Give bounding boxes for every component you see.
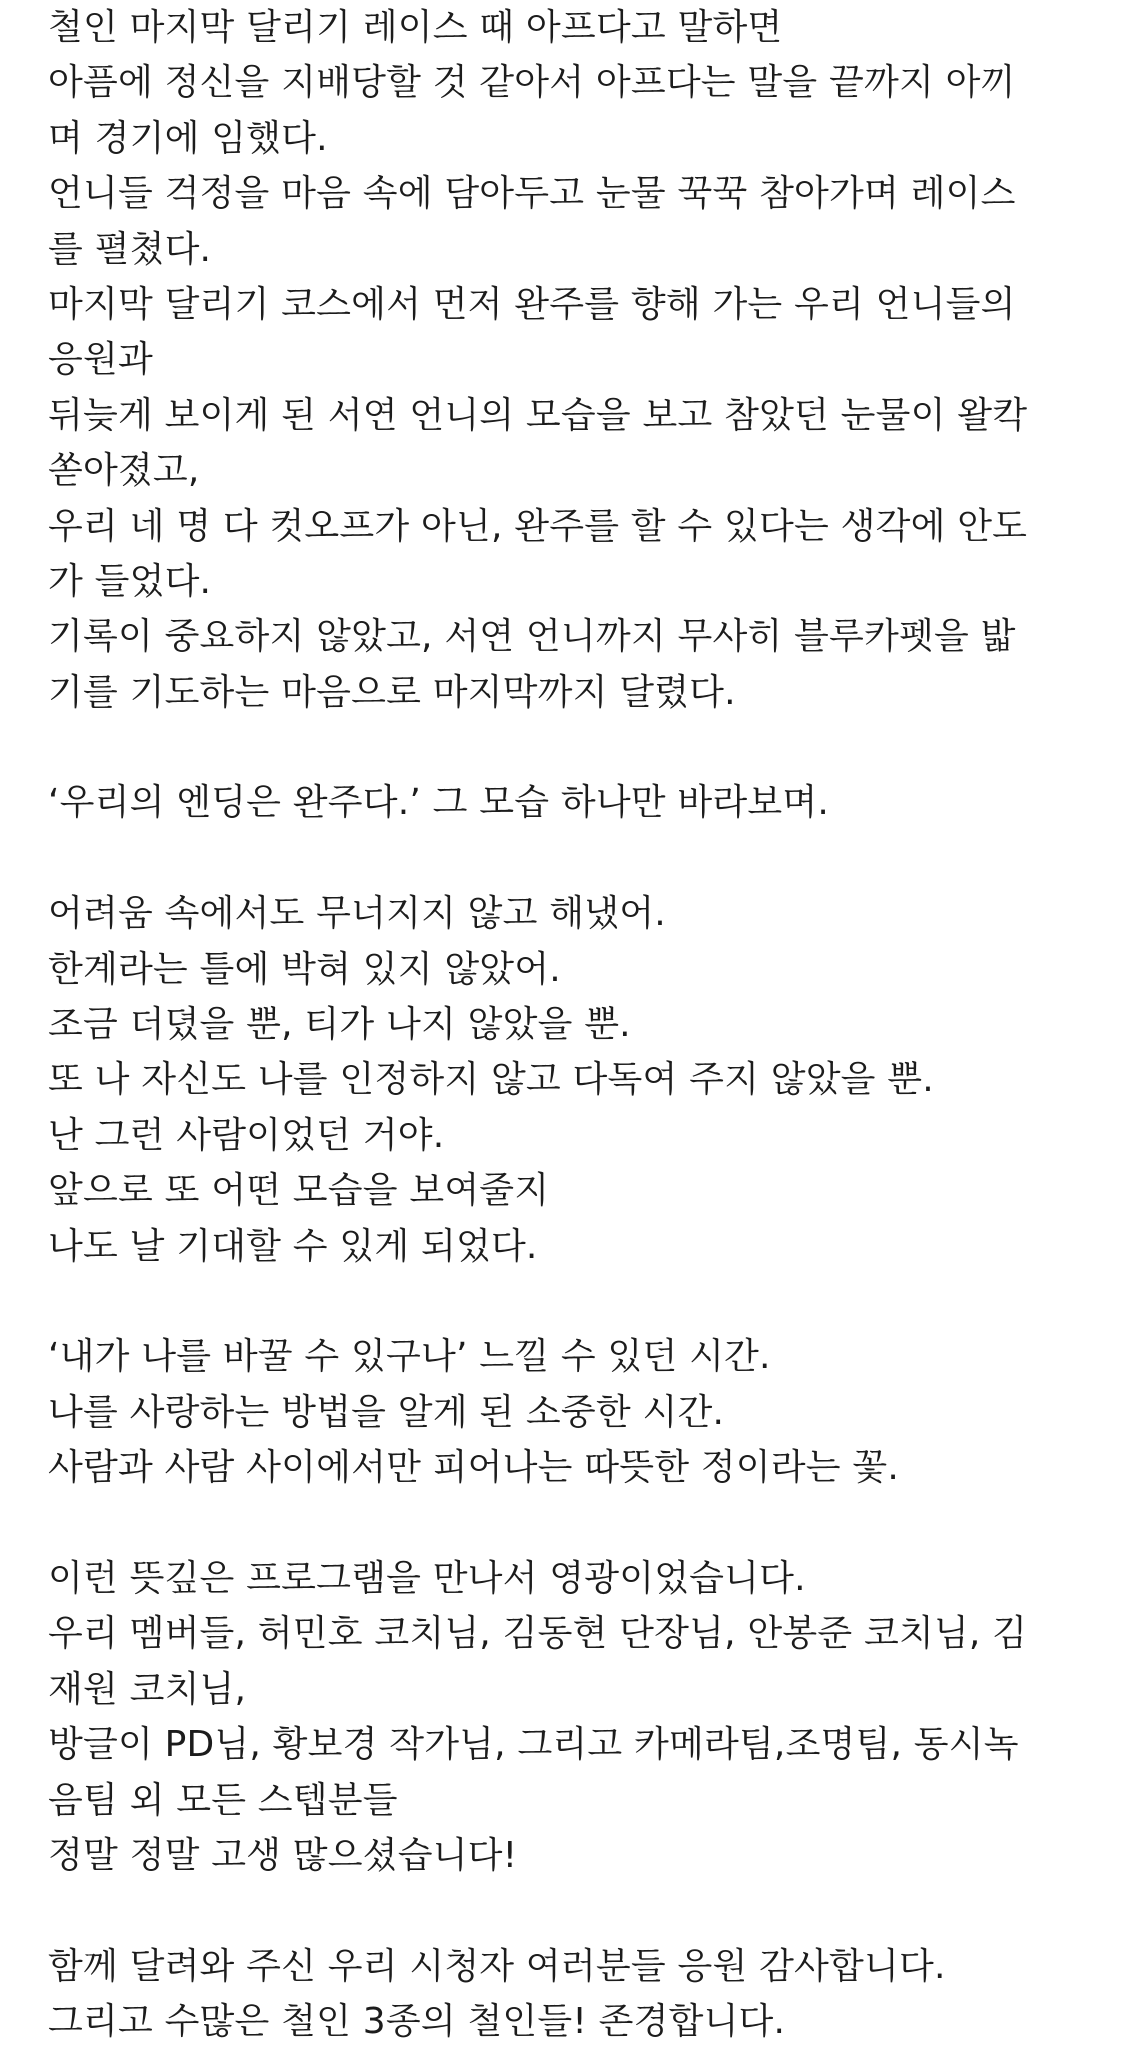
text-line: 언니들 걱정을 마음 속에 담아두고 눈물 꾹꾹 참아가며 레이스	[48, 173, 1016, 215]
text-line: 며 경기에 임했다.	[48, 117, 328, 159]
paragraph-thanks-viewers	[48, 1939, 1088, 2049]
text-line: 정말 정말 고생 많으셨습니다!	[48, 1834, 518, 1876]
text-line: 기록이 중요하지 않았고, 서연 언니까지 무사히 블루카펫을 밟	[48, 616, 1016, 658]
text-line: 우리 네 명 다 컷오프가 아닌, 완주를 할 수 있다는 생각에 안도	[48, 505, 1028, 547]
text-line: 나를 사랑하는 방법을 알게 된 소중한 시간.	[48, 1391, 725, 1433]
text-line: ‘우리의 엔딩은 완주다.’ 그 모습 하나만 바라보며.	[48, 782, 829, 824]
text-line: 우리 멤버들, 허민호 코치님, 김동현 단장님, 안봉준 코치님, 김	[48, 1613, 1028, 1655]
text-line: 앞으로 또 어떤 모습을 보여줄지	[48, 1170, 550, 1212]
text-line: 이런 뜻깊은 프로그램을 만나서 영광이었습니다.	[48, 1557, 806, 1599]
text-line: 난 그런 사람이었던 거야.	[48, 1114, 445, 1156]
text-line: 어려움 속에서도 무너지지 않고 해냈어.	[48, 893, 666, 935]
text-line: 마지막 달리기 코스에서 먼저 완주를 향해 가는 우리 언니들의	[48, 283, 1016, 325]
text-line: 아픔에 정신을 지배당할 것 같아서 아프다는 말을 끝까지 아끼	[48, 62, 1016, 104]
paragraph-gap	[48, 831, 1088, 886]
text-line: 한계라는 틀에 박혀 있지 않았어.	[48, 948, 561, 990]
text-line: 뒤늦게 보이게 된 서연 언니의 모습을 보고 참았던 눈물이 왈칵	[48, 394, 1028, 436]
paragraph-ending-quote	[48, 775, 1088, 830]
paragraph-gap	[48, 720, 1088, 775]
text-line: 또 나 자신도 나를 인정하지 않고 다독여 주지 않았을 뿐.	[48, 1059, 934, 1101]
text-line: 재원 코치님,	[48, 1668, 247, 1710]
text-line: 응원과	[48, 339, 153, 381]
text-line: 조금 더뎠을 뿐, 티가 나지 않았을 뿐.	[48, 1004, 631, 1046]
text-line: 쏟아졌고,	[48, 450, 200, 492]
text-line: 철인 마지막 달리기 레이스 때 아프다고 말하면	[48, 7, 783, 48]
text-line: 방글이 PD님, 황보경 작가님, 그리고 카메라팀,조명팀, 동시녹	[48, 1724, 1019, 1766]
text-line: 나도 날 기대할 수 있게 되었다.	[48, 1225, 538, 1267]
paragraph-time	[48, 1329, 1088, 1495]
paragraph-thanks-staff	[48, 1551, 1088, 1883]
text-line: 사람과 사람 사이에서만 피어나는 따뜻한 정이라는 꽃.	[48, 1447, 899, 1489]
text-line: 를 펼쳤다.	[48, 228, 212, 270]
text-line: 함께 달려와 주신 우리 시청자 여러분들 응원 감사합니다.	[48, 1945, 946, 1987]
text-line: 기를 기도하는 마음으로 마지막까지 달렸다.	[48, 671, 736, 713]
text-line: 음팀 외 모든 스텝분들	[48, 1779, 398, 1821]
text-line: 가 들었다.	[48, 560, 212, 602]
paragraph-race	[48, 0, 1088, 720]
text-line: ‘내가 나를 바꿀 수 있구나’ 느낄 수 있던 시간.	[48, 1336, 771, 1378]
post-body	[48, 0, 1088, 2049]
text-line: 그리고 수많은 철인 3종의 철인들! 존경합니다.	[48, 2001, 786, 2043]
paragraph-gap	[48, 1274, 1088, 1329]
paragraph-reflection	[48, 886, 1088, 1274]
paragraph-gap	[48, 1883, 1088, 1938]
paragraph-gap	[48, 1496, 1088, 1551]
